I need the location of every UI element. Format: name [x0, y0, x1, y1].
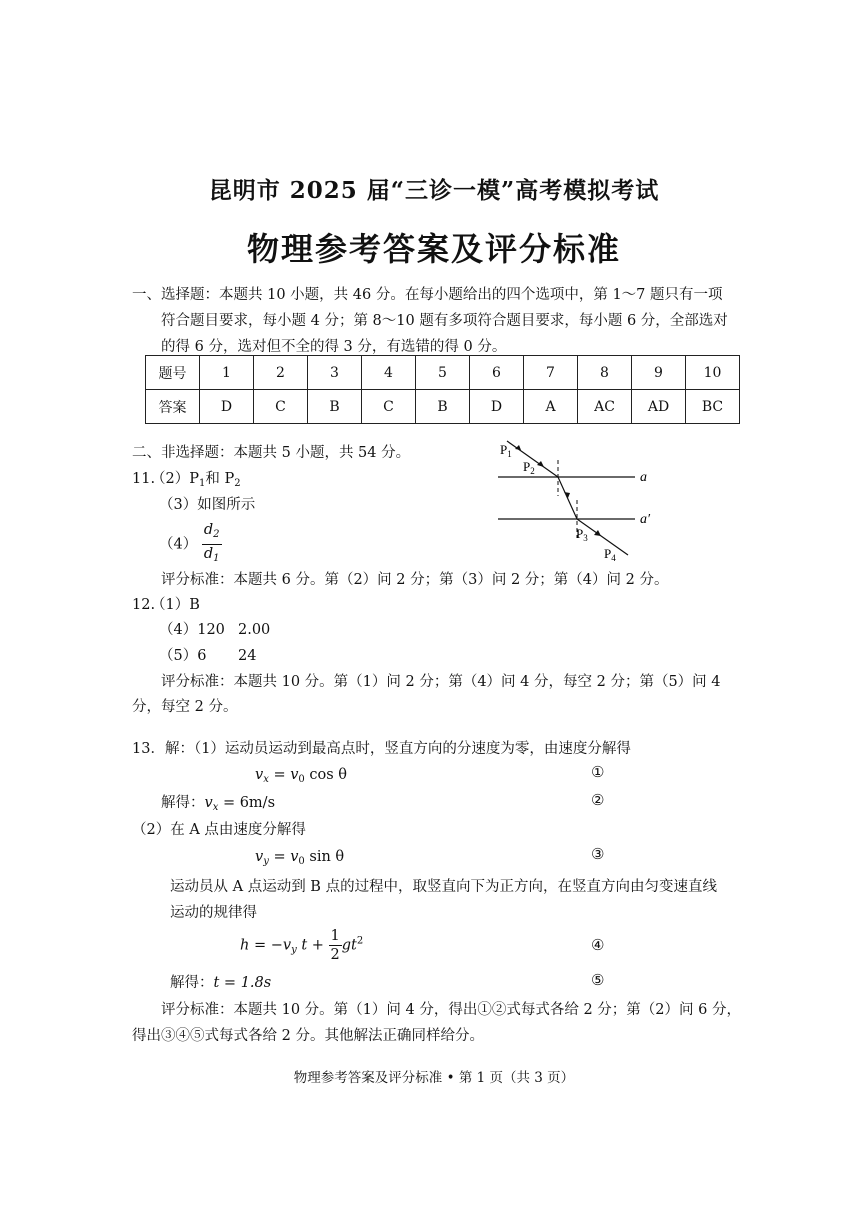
q12-number: 12.: [132, 597, 156, 613]
subscript: 0: [298, 774, 305, 785]
q11-part2-prefix: （2）P: [151, 471, 199, 487]
eq-rhs: = v: [268, 767, 299, 783]
page-footer: 物理参考答案及评分标准 • 第 1 页（共 3 页）: [293, 1070, 575, 1086]
table-cell: AC: [578, 390, 632, 424]
table-header-answer: 答案: [146, 390, 200, 424]
label-p4: $P_4$: [604, 546, 616, 563]
q11-part3: （3）如图所示: [159, 497, 256, 513]
table-cell: 4: [362, 356, 416, 390]
equation-mark-4: ④: [591, 936, 605, 954]
q12-part1: （1）B: [151, 597, 200, 613]
equation-mark-1: ①: [591, 763, 605, 781]
q13-equation-3: [255, 844, 344, 875]
frac-numerator: d: [203, 522, 214, 538]
eq-mid: t +: [296, 937, 329, 954]
table-cell: 5: [416, 356, 470, 390]
q13-equation-4: [240, 927, 363, 964]
q11-scoring: 评分标准：本题共 6 分。第（2）问 2 分；第（3）问 2 分；第（4）问 2 分。: [161, 572, 669, 588]
table-cell: D: [470, 390, 524, 424]
table-cell: AD: [632, 390, 686, 424]
q11-part2-mid: 和 P: [205, 471, 235, 487]
q12-scoring-line1: 评分标准：本题共 10 分。第（1）问 2 分；第（4）问 4 分，每空 2 分；第（5）问 4: [161, 674, 721, 690]
q13-text-line1: 运动员从 A 点运动到 B 点的过程中，取竖直向下为正方向，在竖直方向由匀变速直线: [170, 879, 718, 895]
eq-tail: sin θ: [304, 849, 345, 865]
q13-solution-2: [170, 970, 271, 996]
frac-denominator: 2: [330, 947, 340, 963]
frac-denominator: d: [203, 546, 214, 562]
q12-part4-value: 2.00: [238, 622, 271, 638]
frac-numerator: 1: [330, 928, 340, 944]
eq-fraction: [329, 927, 342, 964]
eq-lhs: h = −v: [240, 937, 292, 954]
label-p2: $P_2$: [523, 459, 535, 476]
table-cell: A: [524, 390, 578, 424]
subscript: 1: [213, 553, 220, 564]
subscript: 0: [298, 856, 305, 867]
table-header-question: 题号: [146, 356, 200, 390]
subscript: x: [263, 774, 269, 785]
equation-mark-2: ②: [591, 791, 605, 809]
table-cell: 3: [308, 356, 362, 390]
q12-part4: （4）120: [159, 622, 225, 638]
equation-mark-3: ③: [591, 845, 605, 863]
eq-rhs: = v: [268, 849, 299, 865]
q13-scoring-line2: 得出③④⑤式每式各给 2 分。其他解法正确同样给分。: [132, 1028, 484, 1044]
q13-equation-1: [255, 762, 347, 793]
solution-value: t = 1.8s: [213, 975, 272, 991]
eq-tail: gt: [341, 937, 357, 954]
superscript: 2: [356, 935, 364, 947]
table-cell: C: [362, 390, 416, 424]
q13-text-line2: 运动的规律得: [170, 905, 257, 921]
section2-heading: 二、非选择题：本题共 5 小题，共 54 分。: [132, 445, 411, 461]
table-cell: 6: [470, 356, 524, 390]
table-cell: C: [254, 390, 308, 424]
table-cell: 9: [632, 356, 686, 390]
answer-table: [145, 355, 740, 424]
q11-part4-label: （4）: [159, 536, 198, 553]
q13-intro: 13．解：（1）运动员运动到最高点时，竖直方向的分速度为零，由速度分解得: [132, 741, 631, 757]
q12-scoring-line2: 分，每空 2 分。: [132, 699, 238, 715]
subscript: y: [291, 944, 297, 956]
q12-part5: （5）6: [159, 648, 207, 664]
arrow-head: [537, 461, 544, 467]
label-p1: $P_1$: [500, 442, 512, 459]
table-cell: D: [200, 390, 254, 424]
label-p3: $P_3$: [576, 526, 588, 543]
eq-var: v: [204, 795, 213, 811]
table-cell: 10: [686, 356, 740, 390]
q13-scoring-line1: 评分标准：本题共 10 分。第（1）问 4 分，得出①②式每式各给 2 分；第（2）问 6 分，: [161, 1002, 741, 1018]
table-cell: BC: [686, 390, 740, 424]
label-a: a: [640, 470, 647, 485]
eq-tail: = 6m/s: [218, 795, 276, 811]
q11-number: 11.: [132, 471, 156, 487]
table-cell: 7: [524, 356, 578, 390]
subscript: x: [212, 802, 219, 813]
equation-mark-5: ⑤: [591, 971, 605, 989]
eq-tail: cos θ: [304, 767, 348, 783]
table-cell: B: [308, 390, 362, 424]
table-cell: 2: [254, 356, 308, 390]
solution-label: 解得：: [161, 795, 205, 811]
subscript: 1: [198, 478, 206, 489]
exam-title: 昆明市 2025 届“三诊一模”高考模拟考试: [208, 177, 660, 204]
table-cell: 1: [200, 356, 254, 390]
q13-part2: （2）在 A 点由速度分解得: [132, 822, 306, 838]
eq-var: v: [255, 849, 264, 865]
section1-line3: 的得 6 分，选对但不全的得 3 分，有选错的得 0 分。: [161, 339, 507, 355]
subscript: 2: [234, 478, 241, 489]
section1-line2: 符合题目要求，每小题 4 分；第 8～10 题有多项符合题目要求，每小题 6 分，全部选对: [161, 313, 728, 329]
solution-label: 解得：: [170, 975, 214, 991]
subscript: 2: [213, 529, 220, 540]
table-cell: B: [416, 390, 470, 424]
subscript: y: [263, 856, 269, 867]
q11-fraction: [202, 521, 222, 568]
document-title: 物理参考答案及评分标准: [246, 230, 621, 268]
label-a-prime: a′: [640, 512, 651, 527]
table-cell: 8: [578, 356, 632, 390]
refraction-diagram: [490, 438, 660, 566]
q12-part5-value: 24: [238, 648, 257, 664]
q11-part4: [159, 521, 222, 568]
table-row-questions: [146, 356, 740, 390]
eq-var: v: [255, 767, 264, 783]
section1-line1: 一、选择题：本题共 10 小题，共 46 分。在每小题给出的四个选项中，第 1～7 题只有一项: [132, 287, 723, 303]
arrow-head: [594, 530, 601, 536]
table-row-answers: [146, 390, 740, 424]
